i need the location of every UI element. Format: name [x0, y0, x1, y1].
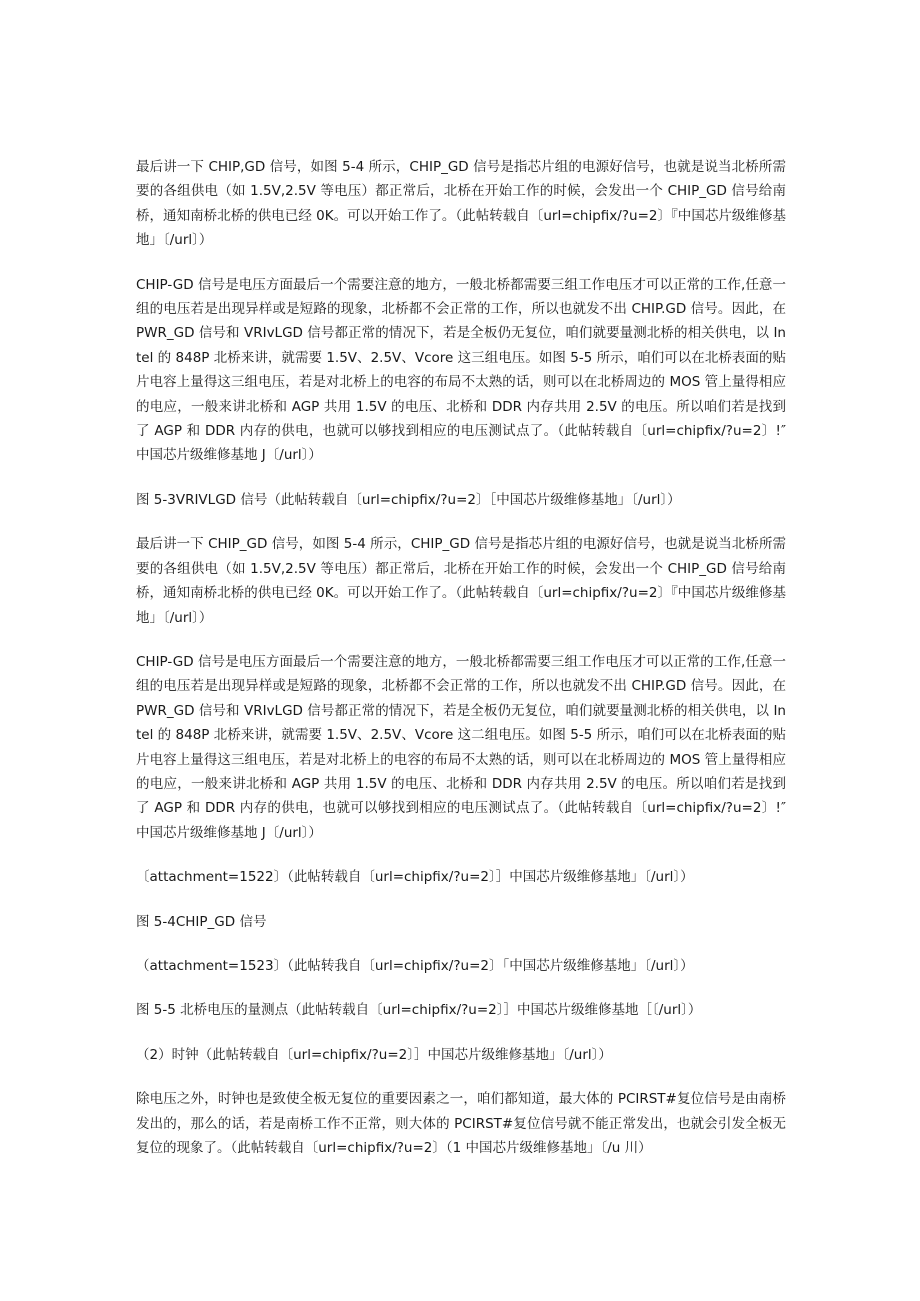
- figure-caption-5-4: 图 5-4CHIP_GD 信号: [136, 913, 267, 930]
- document-body: [136, 155, 786, 1180]
- paragraph-chip-gd-intro-repeat: 最后讲一下 CHIP_GD 信号，如图 5-4 所示，CHIP_GD 信号是指芯片组的电源好信号，也就是说当北桥所需要的各组供电（如 1.5V,2.5V 等电压）都正常后，北桥在开始工作的时候，会发出一个 CHIP_GD 信号给南桥，通知南桥北桥的供电已经 0K。可以开始工作了。（此帖转载自〔url=chipfix/?u=2〕『中国芯片级维修基地」〔/url〕）: [136, 536, 786, 626]
- attachment-1522-line: 〔attachment=1522〕（此帖转载自〔url=chipfix/?u=2〕］中国芯片级维修基地」〔/url〕）: [136, 869, 694, 886]
- paragraph-chip-gd-voltage-repeat: CHIP-GD 信号是电压方面最后一个需要注意的地方，一般北桥都需要三组工作电压才可以正常的工作,任意一组的电压若是出现异样或是短路的现象，北桥都不会正常的工作，所以也就发不出 CHIP.GD 信号。因此，在 PWR_GD 信号和 VRIvLGD 信号都正常的情况下，若是全板仍无复位，咱们就要量测北桥的相关供电，以 Intel 的 848P 北桥来讲，就需要 1.5V、2.5V、Vcore 这二组电压。如图 5-5 所示，咱们可以在北桥表面的贴片电容上量得这三组电压，若是对北桥上的电容的布局不太熟的话，则可以在北桥周边的 MOS 管上量得相应的电应，一般来讲北桥和 AGP 共用 1.5V 的电压、北桥和 DDR 内存共用 2.5V 的电压。所以咱们若是找到了 AGP 和 DDR 内存的供电，也就可以够找到相应的电压测试点了。（此帖转载自〔url=chipfix/?u=2〕!″中国芯片级维修基地 J〔/url〕）: [136, 653, 786, 841]
- paragraph-clock: 除电压之外，时钟也是致使全板无复位的重要因素之一，咱们都知道，最大体的 PCIRST#复位信号是由南桥发出的，那么的话，若是南桥工作不正常，则大体的 PCIRST#复位信号就不能正常发出，也就会引发全板无复位的现象了。（此帖转载自〔url=chipfix/?u=2〕（1 中国芯片级维修基地」〔/u 川）: [136, 1091, 786, 1156]
- paragraph-chip-gd-voltage: CHIP-GD 信号是电压方面最后一个需要注意的地方，一般北桥都需要三组工作电压才可以正常的工作,任意一组的电压若是出现异样或是短路的现象，北桥都不会正常的工作，所以也就发不出 CHIP.GD 信号。因此，在 PWR_GD 信号和 VRIvLGD 信号都正常的情况下，若是全板仍无复位，咱们就要量测北桥的相关供电，以 Intel 的 848P 北桥来讲，就需要 1.5V、2.5V、Vcore 这三组电压。如图 5-5 所示，咱们可以在北桥表面的贴片电容上量得这三组电压，若是对北桥上的电容的布局不太熟的话，则可以在北桥周边的 MOS 管上量得相应的电应，一般来讲北桥和 AGP 共用 1.5V 的电压、北桥和 DDR 内存共用 2.5V 的电压。所以咱们若是找到了 AGP 和 DDR 内存的供电，也就可以够找到相应的电压测试点了。（此帖转载自〔url=chipfix/?u=2〕!″中国芯片级维修基地 J〔/url〕）: [136, 276, 786, 464]
- figure-caption-5-3: 图 5-3VRIVLGD 信号（此帖转载自〔url=chipfix/?u=2〕［中国芯片级维修基地」〔/url〕）: [136, 491, 681, 508]
- section-heading-clock: （2）时钟（此帖转载自〔url=chipfix/?u=2〕］中国芯片级维修基地」〔/url〕）: [136, 1046, 612, 1063]
- figure-caption-5-5: 图 5-5 北桥电压的量测点（此帖转载自〔url=chipfix/?u=2〕］中国芯片级维修基地［〔/url〕）: [136, 1002, 702, 1019]
- paragraph-chip-gd-intro: 最后讲一下 CHIP,GD 信号，如图 5-4 所示，CHIP_GD 信号是指芯片组的电源好信号，也就是说当北桥所需要的各组供电（如 1.5V,2.5V 等电压）都正常后，北桥在开始工作的时候，会发出一个 CHIP_GD 信号给南桥，通知南桥北桥的供电已经 0K。可以开始工作了。（此帖转载自〔url=chipfix/?u=2〕『中国芯片级维修基地」〔/url〕）: [136, 159, 786, 249]
- attachment-1523-line: （attachment=1523〕（此帖转我自〔url=chipfix/?u=2〕「中国芯片级维修基地」〔/url〕）: [136, 957, 694, 974]
